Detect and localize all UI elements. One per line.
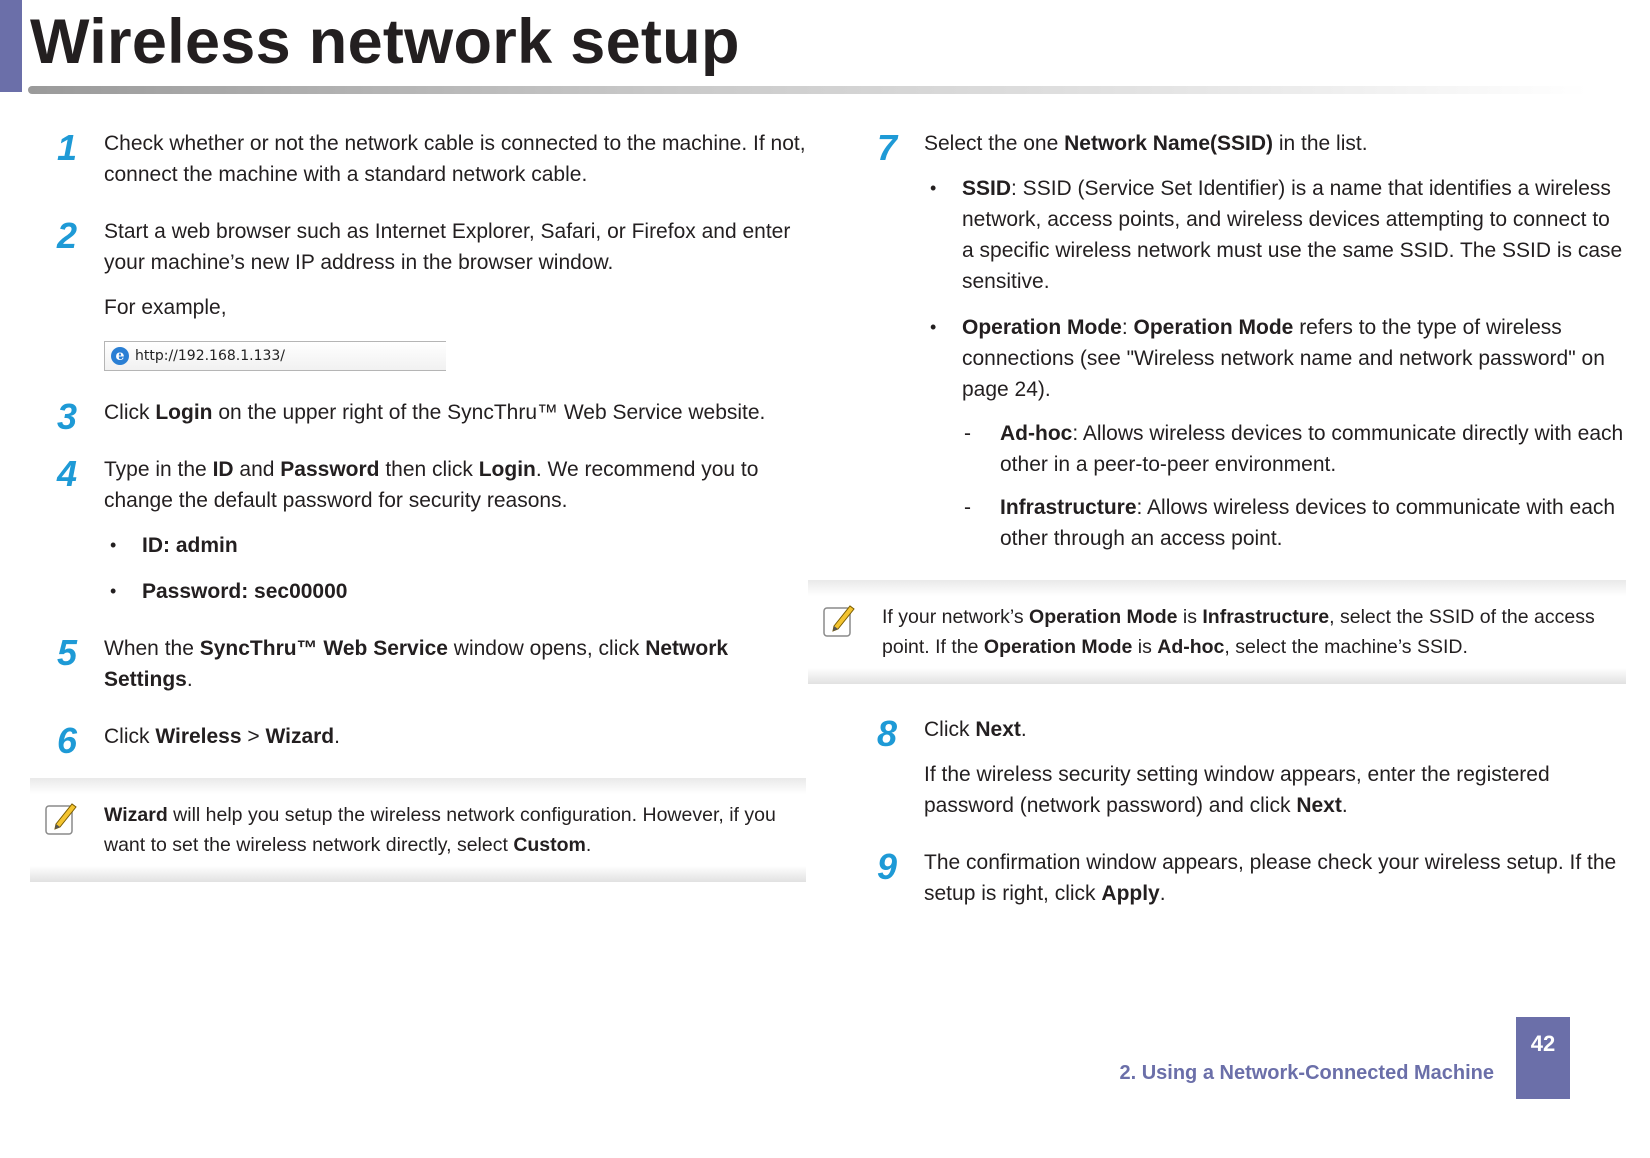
browser-address-bar (104, 341, 446, 371)
step-4 (30, 454, 806, 607)
note-pencil-icon (44, 800, 78, 836)
step-2 (30, 216, 806, 371)
note-text: Wizard will help you setup the wireless network configuration. However, if you want to set the wireless network directly, select Custom. (104, 804, 776, 856)
example-url: http://192.168.1.133/ (135, 348, 286, 364)
note-box (30, 778, 806, 882)
list-item-adhoc: - Ad-hoc: Allows wireless devices to communicate directly with each other in a peer-to-peer environment. (962, 418, 1626, 480)
definition-list (924, 173, 1626, 554)
list-item-operation-mode: • Operation Mode: Operation Mode refers to the type of wireless connections (see "Wireless network name and network password" on page 24). - Ad-hoc: Allows wireless devices to communicate directly with each other in a peer-to-peer environment. - Infrastructure: Allows wireless devices to communicate with each other through an access point. (924, 312, 1626, 554)
step-number: 2 (56, 215, 78, 256)
note-pencil-icon (822, 602, 856, 638)
step-text: Start a web browser such as Internet Explorer, Safari, or Firefox and enter your machine’s new IP address in the browser window. (104, 220, 791, 274)
note-box (808, 580, 1626, 684)
list-item-infrastructure: - Infrastructure: Allows wireless devices to communicate with each other through an access point. (962, 492, 1626, 554)
step-number: 4 (56, 453, 78, 494)
step-text: The confirmation window appears, please check your wireless setup. If the setup is right, click Apply. (924, 851, 1617, 905)
step-number: 8 (876, 713, 898, 754)
step-text: Check whether or not the network cable is connected to the machine. If not, connect the machine with a standard network cable. (104, 132, 806, 186)
list-item: • Password: sec00000 (104, 576, 806, 607)
left-column (30, 128, 806, 912)
step-number: 3 (56, 396, 78, 437)
page-number: 42 (1516, 1017, 1570, 1099)
step-7 (850, 128, 1626, 554)
step-text: When the SyncThru™ Web Service window opens, click Network Settings. (104, 637, 729, 691)
step-text: Click Login on the upper right of the SyncThru™ Web Service website. (104, 401, 766, 424)
title-underline (28, 86, 1588, 94)
step-text: Type in the ID and Password then click Login. We recommend you to change the default password for security reasons. (104, 458, 759, 512)
step-subtext: If the wireless security setting window appears, enter the registered password (network password) and click Next. (924, 763, 1550, 817)
list-item: • ID: admin (104, 530, 806, 561)
note-text: If your network’s Operation Mode is Infrastructure, select the SSID of the access point. If the Operation Mode is Ad-hoc, select the machine’s SSID. (882, 606, 1595, 658)
step-3 (30, 396, 806, 437)
credentials-list (104, 530, 806, 607)
right-column (850, 128, 1626, 935)
step-8 (850, 714, 1626, 821)
list-item-ssid: • SSID: SSID (Service Set Identifier) is a name that identifies a wireless network, access points, and wireless devices attempting to connect to a specific wireless network must use the same SSID. The SSID is case sensitive. (924, 173, 1626, 297)
step-5 (30, 633, 806, 695)
step-6 (30, 720, 806, 761)
page-title: Wireless network setup (30, 7, 740, 77)
step-number: 1 (56, 127, 78, 168)
step-number: 9 (876, 846, 898, 887)
step-number: 6 (56, 720, 78, 761)
mode-list (962, 418, 1626, 554)
step-text: Click Wireless > Wizard. (104, 725, 340, 748)
example-label: For example, (104, 296, 227, 319)
step-number: 5 (56, 632, 78, 673)
step-text: Click Next. (924, 718, 1027, 741)
title-accent-bar (0, 0, 22, 92)
step-number: 7 (876, 127, 898, 168)
step-9 (850, 847, 1626, 909)
footer-section-title: 2. Using a Network-Connected Machine (1119, 1062, 1494, 1084)
ie-browser-icon: e (111, 347, 129, 365)
step-1 (30, 128, 806, 190)
step-text: Select the one Network Name(SSID) in the list. (924, 132, 1368, 155)
